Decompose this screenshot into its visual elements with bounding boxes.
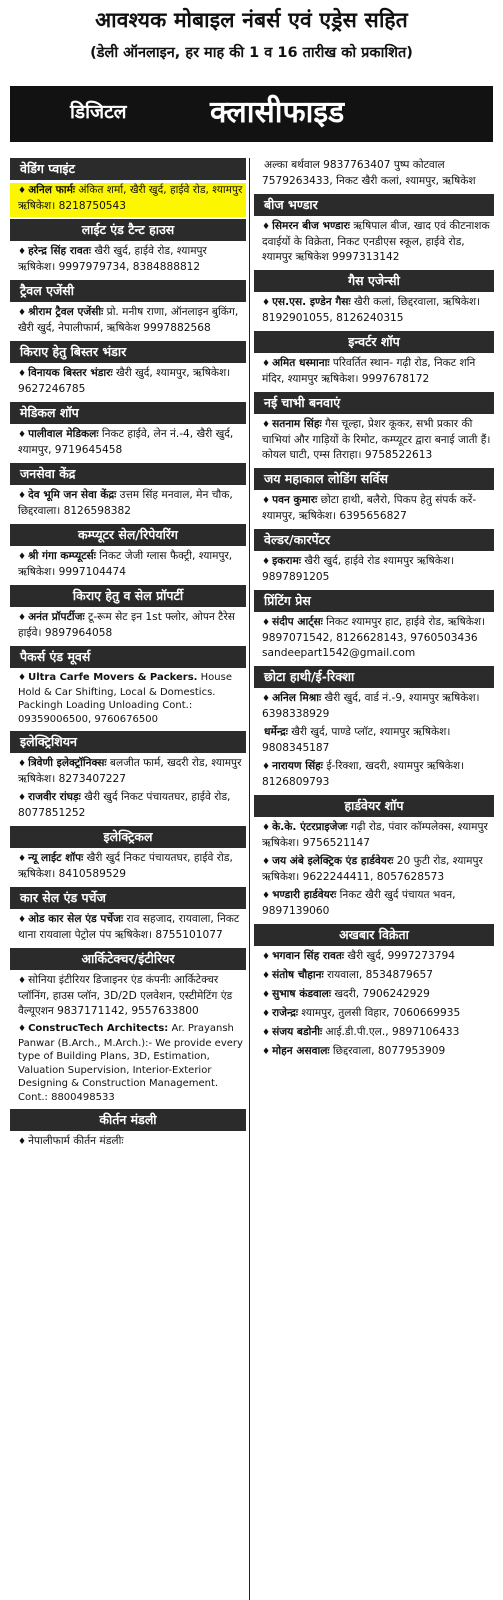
listing-entry — [10, 912, 246, 946]
listing-entry — [254, 356, 494, 390]
listing-entry — [254, 417, 494, 466]
bullet-icon: ♦ — [18, 915, 27, 925]
bullet-icon: ♦ — [18, 491, 27, 501]
listing-entry — [254, 968, 494, 987]
bullet-icon: ♦ — [262, 618, 271, 628]
bullet-icon: ♦ — [262, 891, 271, 901]
listing-details: खैरी खुर्द, हाईवे रोड, श्यामपुर ऋषिकेश। 9997979734, 8384888812 — [18, 245, 207, 273]
column-divider — [249, 158, 250, 1600]
listing-details: अंकित शर्मा, खैरी खुर्द, हाईवे रोड, श्यामपुर ऋषिकेश। 8218750543 — [18, 184, 243, 212]
listing-name: सुभाष कंडवालः — [272, 988, 332, 1000]
bullet-icon: ♦ — [18, 613, 27, 623]
listing-name: अमित धस्मानाः — [272, 357, 330, 369]
listing-name: विनायक बिस्तर भंडारः — [28, 367, 113, 379]
bullet-icon: ♦ — [262, 762, 271, 772]
listing-details: खैरी खुर्द, पाण्डे प्लॉट, श्यामपुर ऋषिकेश। 9808345187 — [262, 726, 451, 754]
listing-details: 20 फुटी रोड, श्यामपुर ऋषिकेश। 9622244411, 8057628573 — [262, 855, 483, 883]
listing-entry — [254, 1006, 494, 1025]
listing-name: राजवीर रांघड़ः — [28, 791, 81, 803]
listing-name: पवन कुमारः — [272, 494, 318, 506]
bullet-icon: ♦ — [18, 976, 27, 986]
listing-details: निकट खैरी खुर्द पंचायत भवन, 9897139060 — [262, 889, 456, 917]
bullet-icon: ♦ — [18, 1024, 27, 1034]
listing-details: गढ़ी रोड, पंवार कॉम्पलेक्स, श्यामपुर ऋषिकेश। 9756521147 — [262, 821, 488, 849]
section-header: कार सेल एंड पर्चेज — [10, 887, 246, 909]
listing-entry — [10, 671, 246, 729]
listing-details: गैस चूल्हा, प्रेशर कूकर, सभी प्रकार की चाभियां और गाड़ियों के रिमोट, कम्प्यूटर द्वारा बनाई जाती हैं। कोयल घाटी, एम्स तिराहा। 9758522613 — [262, 418, 491, 461]
listing-entry — [254, 1025, 494, 1044]
section-header: कीर्तन मंडली — [10, 1109, 246, 1131]
listing-entry — [10, 756, 246, 790]
listing-entry — [254, 691, 494, 725]
listing-details: House Hold & Car Shifting, Local & Domestics. Packingh Loading Unloading Cont.: 09359006500, 9760676500 — [18, 672, 233, 725]
bullet-icon: ♦ — [262, 359, 271, 369]
listing-entry — [254, 888, 494, 922]
listing-name: Ultra Carfe Movers & Packers. — [28, 672, 198, 683]
listing-name: भगवान सिंह रावतः — [272, 950, 345, 962]
bullet-icon: ♦ — [18, 793, 27, 803]
listing-name: संतोष चौहानः — [272, 969, 324, 981]
listing-entry — [10, 427, 246, 461]
bullet-icon: ♦ — [262, 420, 271, 430]
listing-details: आई.डी.पी.एल., 9897106433 — [322, 1026, 460, 1038]
bullet-icon: ♦ — [262, 222, 271, 232]
section-header: ट्रैवल एजेंसी — [10, 280, 246, 302]
bullet-icon: ♦ — [262, 694, 271, 704]
section-header: इलेक्ट्रिकल — [10, 826, 246, 848]
listing-details: नेपालीफार्म कीर्तन मंडलीः — [28, 1135, 124, 1147]
listing-entry — [254, 295, 494, 329]
bullet-icon: ♦ — [262, 952, 271, 962]
listing-details: प्रो. मनीष राणा, ऑनलाइन बुकिंग, खैरी खुर्द, नेपालीफार्म, ऋषिकेश 9997882568 — [18, 306, 239, 334]
listing-entry — [254, 725, 494, 759]
listing-entry — [254, 158, 494, 192]
section-header: पैकर्स एंड मूवर्स — [10, 646, 246, 668]
listing-entry — [10, 244, 246, 278]
banner-small-text: डिजिटल — [70, 101, 127, 123]
listing-details: निकट जेजी ग्लास फैक्ट्री, श्यामपुर, ऋषिकेश। 9997104474 — [18, 550, 233, 578]
listing-details: ई-रिक्शा, खदरी, श्यामपुर ऋषिकेश। 8126809793 — [262, 760, 465, 788]
right-column — [254, 158, 494, 1600]
bullet-icon: ♦ — [18, 552, 27, 562]
bullet-icon: ♦ — [18, 430, 27, 440]
section-header: जय महाकाल लोडिंग सर्विस — [254, 468, 494, 490]
section-header: किराए हेतु बिस्तर भंडार — [10, 341, 246, 363]
listing-details: अल्का बर्थवाल 9837763407 पुष्प कोटवाल 7579263433, निकट खैरी कलां, श्यामपुर, ऋषिकेश — [262, 159, 476, 187]
listing-name: एस.एस. इण्डेन गैसः — [272, 296, 351, 308]
section-header: वेडिंग प्वाइंट — [10, 158, 246, 180]
section-header: अखबार विक्रेता — [254, 924, 494, 946]
bullet-icon: ♦ — [262, 971, 271, 981]
listing-entry — [254, 759, 494, 793]
listing-details: श्यामपुर, तुलसी विहार, 7060669935 — [298, 1007, 461, 1019]
bullet-icon: ♦ — [18, 186, 27, 196]
listing-details: खैरी खुर्द, वार्ड नं.-9, श्यामपुर ऋषिकेश। 6398338929 — [262, 692, 480, 720]
listing-name: धर्मेन्द्रः — [264, 726, 288, 738]
bullet-icon: ♦ — [262, 823, 271, 833]
bullet-icon: ♦ — [18, 369, 27, 379]
listing-name: ओड कार सेल एंड पर्चेजः — [28, 913, 124, 925]
listing-entry — [254, 949, 494, 968]
listing-details: छोटा हाथी, बलैरो, पिकप हेतु संपर्क करें- श्यामपुर, ऋषिकेश। 6395656827 — [262, 494, 477, 522]
classified-banner — [10, 86, 493, 142]
left-column — [10, 158, 246, 1600]
listing-details: Ar. Prayansh Panwar (B.Arch., M.Arch.):- We provide every type of Building Plans, 3D, Estimation, Valuation Supervision, Interior-Exterior Designing & Construction Management. Cont.: 8800498533 — [18, 1023, 243, 1103]
masthead-subtitle: (डेली ऑनलाइन, हर माह की 1 व 16 तारीख को प्रकाशित) — [90, 45, 413, 61]
listing-details: छिद्दरवाला, 8077953909 — [329, 1045, 446, 1057]
listing-details: खदरी, 7906242929 — [331, 988, 430, 1000]
listing-details: ऋषिपाल बीज, खाद एवं कीटनाशक दवाईयों के विक्रेता, निकट एनडीएस स्कूल, हाईवे रोड, श्यामपुर ऋषिकेश 9997313142 — [262, 220, 490, 263]
listing-entry — [10, 488, 246, 522]
bullet-icon: ♦ — [18, 308, 27, 318]
listing-details: खैरी खुर्द निकट पंचायतघर, हाईवे रोड, 8077851252 — [18, 791, 231, 819]
listing-name: देव भूमि जन सेवा केंद्रः — [28, 489, 117, 501]
listing-details: रायवाला, 8534879657 — [323, 969, 433, 981]
bullet-icon: ♦ — [262, 557, 271, 567]
bullet-icon: ♦ — [18, 854, 27, 864]
listing-entry — [10, 851, 246, 885]
listing-entry — [254, 820, 494, 854]
listing-name: मोहन असवालः — [272, 1045, 330, 1057]
listing-details: खैरी खुर्द, हाईवे रोड श्यामपुर ऋषिकेश। 9897891205 — [262, 555, 455, 583]
listing-details: बलजीत फार्म, खदरी रोड, श्यामपुर ऋषिकेश। 8273407227 — [18, 757, 242, 785]
listing-name: हरेन्द्र सिंह रावतः — [28, 245, 91, 257]
masthead — [0, 0, 503, 158]
listing-details: निकट श्यामपुर हाट, हाईवे रोड, ऋषिकेश। 9897071542, 8126628143, 9760503436 sandeepart1542@gmail.com — [262, 616, 486, 659]
listing-name: नारायण सिंहः — [272, 760, 323, 772]
section-header: बीज भण्डार — [254, 194, 494, 216]
section-header: वेल्डर/कारपेंटर — [254, 529, 494, 551]
masthead-title: आवश्यक मोबाइल नंबर्स एवं एड्रेस सहित — [95, 8, 408, 32]
section-header: मेडिकल शॉप — [10, 402, 246, 424]
listing-entry — [254, 615, 494, 664]
listing-entry — [10, 366, 246, 400]
bullet-icon: ♦ — [18, 1137, 27, 1147]
listing-entry — [10, 1022, 246, 1107]
section-header: छोटा हाथी/ई-रिक्शा — [254, 666, 494, 688]
section-header: इलेक्ट्रिशियन — [10, 731, 246, 753]
listing-details: निकट हाईवे, लेन नं.-4, खैरी खुर्द, श्यामपुर, 9719645458 — [18, 428, 234, 456]
bullet-icon: ♦ — [262, 990, 271, 1000]
listing-entry — [10, 305, 246, 339]
listing-name: इकरामः — [272, 555, 301, 567]
listing-details: उत्तम सिंह मनवाल, मेन चौक, छिद्दरवाला। 8126598382 — [18, 489, 233, 517]
listing-entry — [254, 987, 494, 1006]
listing-entry — [10, 610, 246, 644]
bullet-icon: ♦ — [18, 247, 27, 257]
listing-entry — [254, 554, 494, 588]
listing-details: सोनिया इंटीरियर डिजाइनर एंड कंपनीः आर्किटेक्चर प्लॉनिंग, हाउस प्लॉन, 3D/2D एलवेशन, एस्टीमेटिंग एंड वैल्यूएशन 9837171142, 9557633800 — [18, 974, 233, 1017]
section-header: लाईट एंड टैन्ट हाउस — [10, 219, 246, 241]
listing-name: अनिल मिश्राः — [272, 692, 322, 704]
listing-entry — [254, 1044, 494, 1063]
listing-name: अनिल फार्मः — [28, 184, 76, 196]
listing-entry — [10, 549, 246, 583]
listing-entry — [254, 854, 494, 888]
listing-details: खैरी खुर्द, 9997273794 — [344, 950, 455, 962]
section-header: नई चाभी बनवाएं — [254, 392, 494, 414]
listing-details: खैरी खुर्द, श्यामपुर, ऋषिकेश। 9627246785 — [18, 367, 231, 395]
listing-details: खैरी खुर्द निकट पंचायतघर, हाईवे रोड, ऋषिकेश। 8410589529 — [18, 852, 233, 880]
listing-entry — [10, 183, 246, 217]
listing-name: राजेन्द्रः — [272, 1007, 299, 1019]
listing-entry — [254, 219, 494, 268]
section-header: कम्प्यूटर सेल/रिपेयरिंग — [10, 524, 246, 546]
section-header: आर्किटेक्चर/इंटीरियर — [10, 948, 246, 970]
listing-name: सिमरन बीज भण्डारः — [272, 220, 350, 232]
section-header: गैस एजेन्सी — [254, 270, 494, 292]
listing-entry — [10, 973, 246, 1022]
listing-name: श्री गंगा कम्प्यूटर्सः — [28, 550, 96, 562]
bullet-icon: ♦ — [262, 298, 271, 308]
listing-entry — [10, 790, 246, 824]
listing-name: के.के. एंटरप्राइजेजः — [272, 821, 348, 833]
listing-entry — [254, 493, 494, 527]
bullet-icon: ♦ — [262, 496, 271, 506]
listing-details: राव सहजाद, रायवाला, निकट थाना रायवाला पेट्रोल पंप ऋषिकेश। 8755101077 — [18, 913, 240, 941]
bullet-icon: ♦ — [262, 857, 271, 867]
bullet-icon: ♦ — [262, 1028, 271, 1038]
listing-name: सतनाम सिंहः — [272, 418, 322, 430]
listing-name: पालीवाल मेडिकलः — [28, 428, 99, 440]
section-header: इन्वर्टर शॉप — [254, 331, 494, 353]
listing-name: त्रिवेणी इलेक्ट्रॉनिक्सः — [28, 757, 107, 769]
section-header: किराए हेतु व सेल प्रॉपर्टी — [10, 585, 246, 607]
listing-name: न्यू लाईट शॉपः — [28, 852, 84, 864]
listing-name: भण्डारी हार्डवेयरः — [272, 889, 337, 901]
listing-name: संजय बडोनीः — [272, 1026, 323, 1038]
bullet-icon: ♦ — [18, 673, 27, 683]
listing-name: श्रीराम ट्रैवल एजेंसीः — [28, 306, 104, 318]
banner-big-text: क्लासीफाइड — [210, 95, 345, 130]
section-header: जनसेवा केंद्र — [10, 463, 246, 485]
listing-name: संदीप आर्ट्सः — [272, 616, 323, 628]
listing-name: अनंत प्रॉपर्टीजः — [28, 611, 85, 623]
listing-name: जय अंबे इलेक्ट्रिक एंड हार्डवेयरः — [272, 855, 394, 867]
listing-entry — [10, 1134, 246, 1153]
listing-details: परिवर्तित स्थान- गढ़ी रोड, निकट शनि मंदिर, श्यामपुर ऋषिकेश। 9997678172 — [262, 357, 476, 385]
section-header: हार्डवेयर शॉप — [254, 795, 494, 817]
section-header: प्रिंटिंग प्रेस — [254, 590, 494, 612]
listing-name: ConstrucTech Architects: — [28, 1023, 169, 1034]
bullet-icon: ♦ — [262, 1047, 271, 1057]
listing-details: खैरी कलां, छिद्दरवाला, ऋषिकेश। 8192901055, 8126240315 — [262, 296, 481, 324]
bullet-icon: ♦ — [262, 1009, 271, 1019]
listing-details: टू-रूम सेट इन 1st फ्लोर, ओपन टैरेस हाईवे। 9897964058 — [18, 611, 235, 639]
bullet-icon: ♦ — [18, 759, 27, 769]
